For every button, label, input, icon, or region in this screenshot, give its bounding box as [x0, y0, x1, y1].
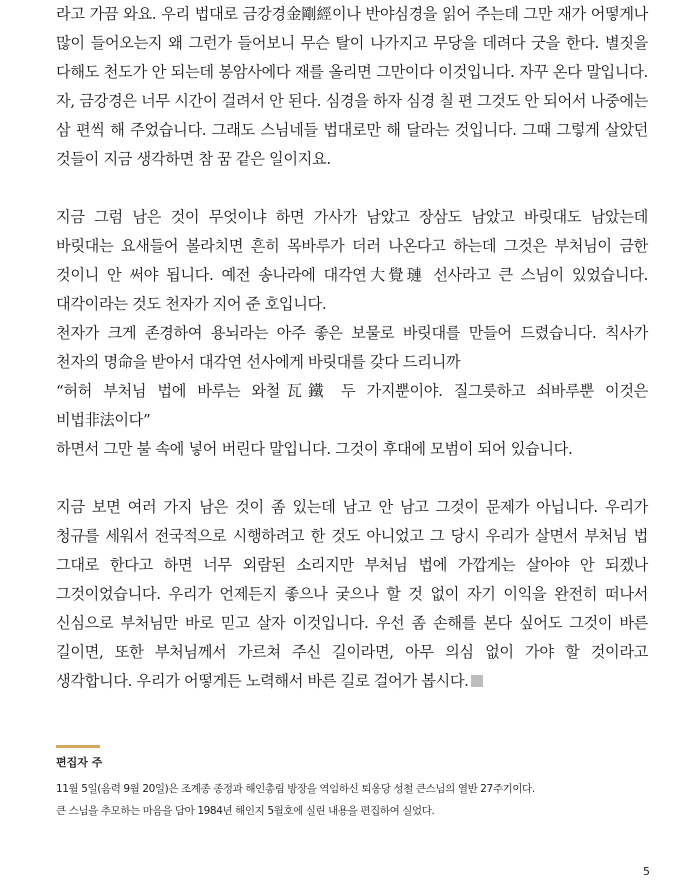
end-mark-icon: [471, 675, 483, 687]
editor-note: [56, 745, 648, 822]
paragraph-3: 천자가 크게 존경하여 용뇌라는 아주 좋은 보물로 바릿대를 만들어 드렸습니다. 칙사가 천자의 명命을 받아서 대각연 선사에게 바릿대를 갖다 드리니까: [56, 324, 648, 371]
editor-note-line-2: 큰 스님을 추모하는 마음을 담아 1984년 해인지 5월호에 실린 내용을 편집하여 실었다.: [56, 805, 435, 817]
paragraph-5-text: 지금 보면 여러 가지 남은 것이 좀 있는데 남고 안 남고 그것이 문제가 아닙니다. 우리가 청규를 세워서 전국적으로 시행하려고 한 것도 아니었고 그 당시 우리가 살면서 부처님 법 그대로 한다고 하면 너무 외람된 소리지만 부처님 법에 가깝게는 살아야 안 되겠나 그것이었습니다. 우리가 언제든지 좋으나 궂으나 할 것 없이 자기 이익을 완전히 떠나서 신심으로 부처님만 바로 믿고 살자 이것입니다. 우선 좀 손해를 본다 싶어도 그것이 바른 길이면, 또한 부처님께서 가르쳐 주신 길이라면, 아무 의심 없이 가야 할 것이라고 생각합니다. 우리가 어떻게든 노력해서 바른 길로 걸어가 봅시다.: [56, 498, 648, 690]
paragraph-1: 라고 가끔 와요. 우리 법대로 금강경金剛經이나 반야심경을 읽어 주는데 그만 재가 어떻게나 많이 들어오는지 왜 그런가 들어보니 무슨 탈이 나가지고 무당을 데려다 굿을 한다. 별짓을 다해도 천도가 안 되는데 봉암사에다 재를 올리면 그만이다 이것입니다. 자꾸 온다 말입니다. 자, 금강경은 너무 시간이 걸려서 안 된다. 심경을 하자 심경 칠 편 그것도 안 되어서 나중에는 삼 편씩 해 주었습니다. 그래도 스님네들 법대로만 해 달라는 것입니다. 그때 그렇게 살았던 것들이 지금 생각하면 참 꿈 같은 일이지요.: [56, 5, 648, 168]
editor-note-line-1: 11월 5일(음력 9월 20일)은 조계종 종정과 해인총림 방장을 역임하신 퇴옹당 성철 큰스님의 열반 27주기이다.: [56, 783, 535, 795]
paragraph-5: [56, 493, 648, 696]
article-body: [56, 0, 648, 696]
paragraph-4: 하면서 그만 불 속에 넣어 버린다 말입니다. 그것이 후대에 모범이 되어 있습니다.: [56, 440, 573, 458]
paragraph-gap: [56, 464, 648, 493]
editor-note-accent-bar: [56, 745, 100, 748]
quote-paragraph: “허허 부처님 법에 바루는 와철瓦鐵 두 가지뿐이야. 질그릇하고 쇠바루뿐 이것은 비법非法이다”: [56, 382, 648, 429]
editor-note-title: 편집자 주: [56, 756, 103, 769]
paragraph-2: 지금 그럼 남은 것이 무엇이냐 하면 가사가 남았고 장삼도 남았고 바릿대도 남았는데 바릿대는 요새들어 볼라치면 흔히 목바루가 더러 나온다고 하는데 그것은 부처님이 금한 것이니 안 써야 됩니다. 예전 송나라에 대각연大覺璉 선사라고 큰 스님이 있었습니다. 대각이라는 것도 천자가 지어 준 호입니다.: [56, 208, 648, 313]
page-number: 5: [643, 865, 650, 878]
paragraph-gap: [56, 174, 648, 203]
